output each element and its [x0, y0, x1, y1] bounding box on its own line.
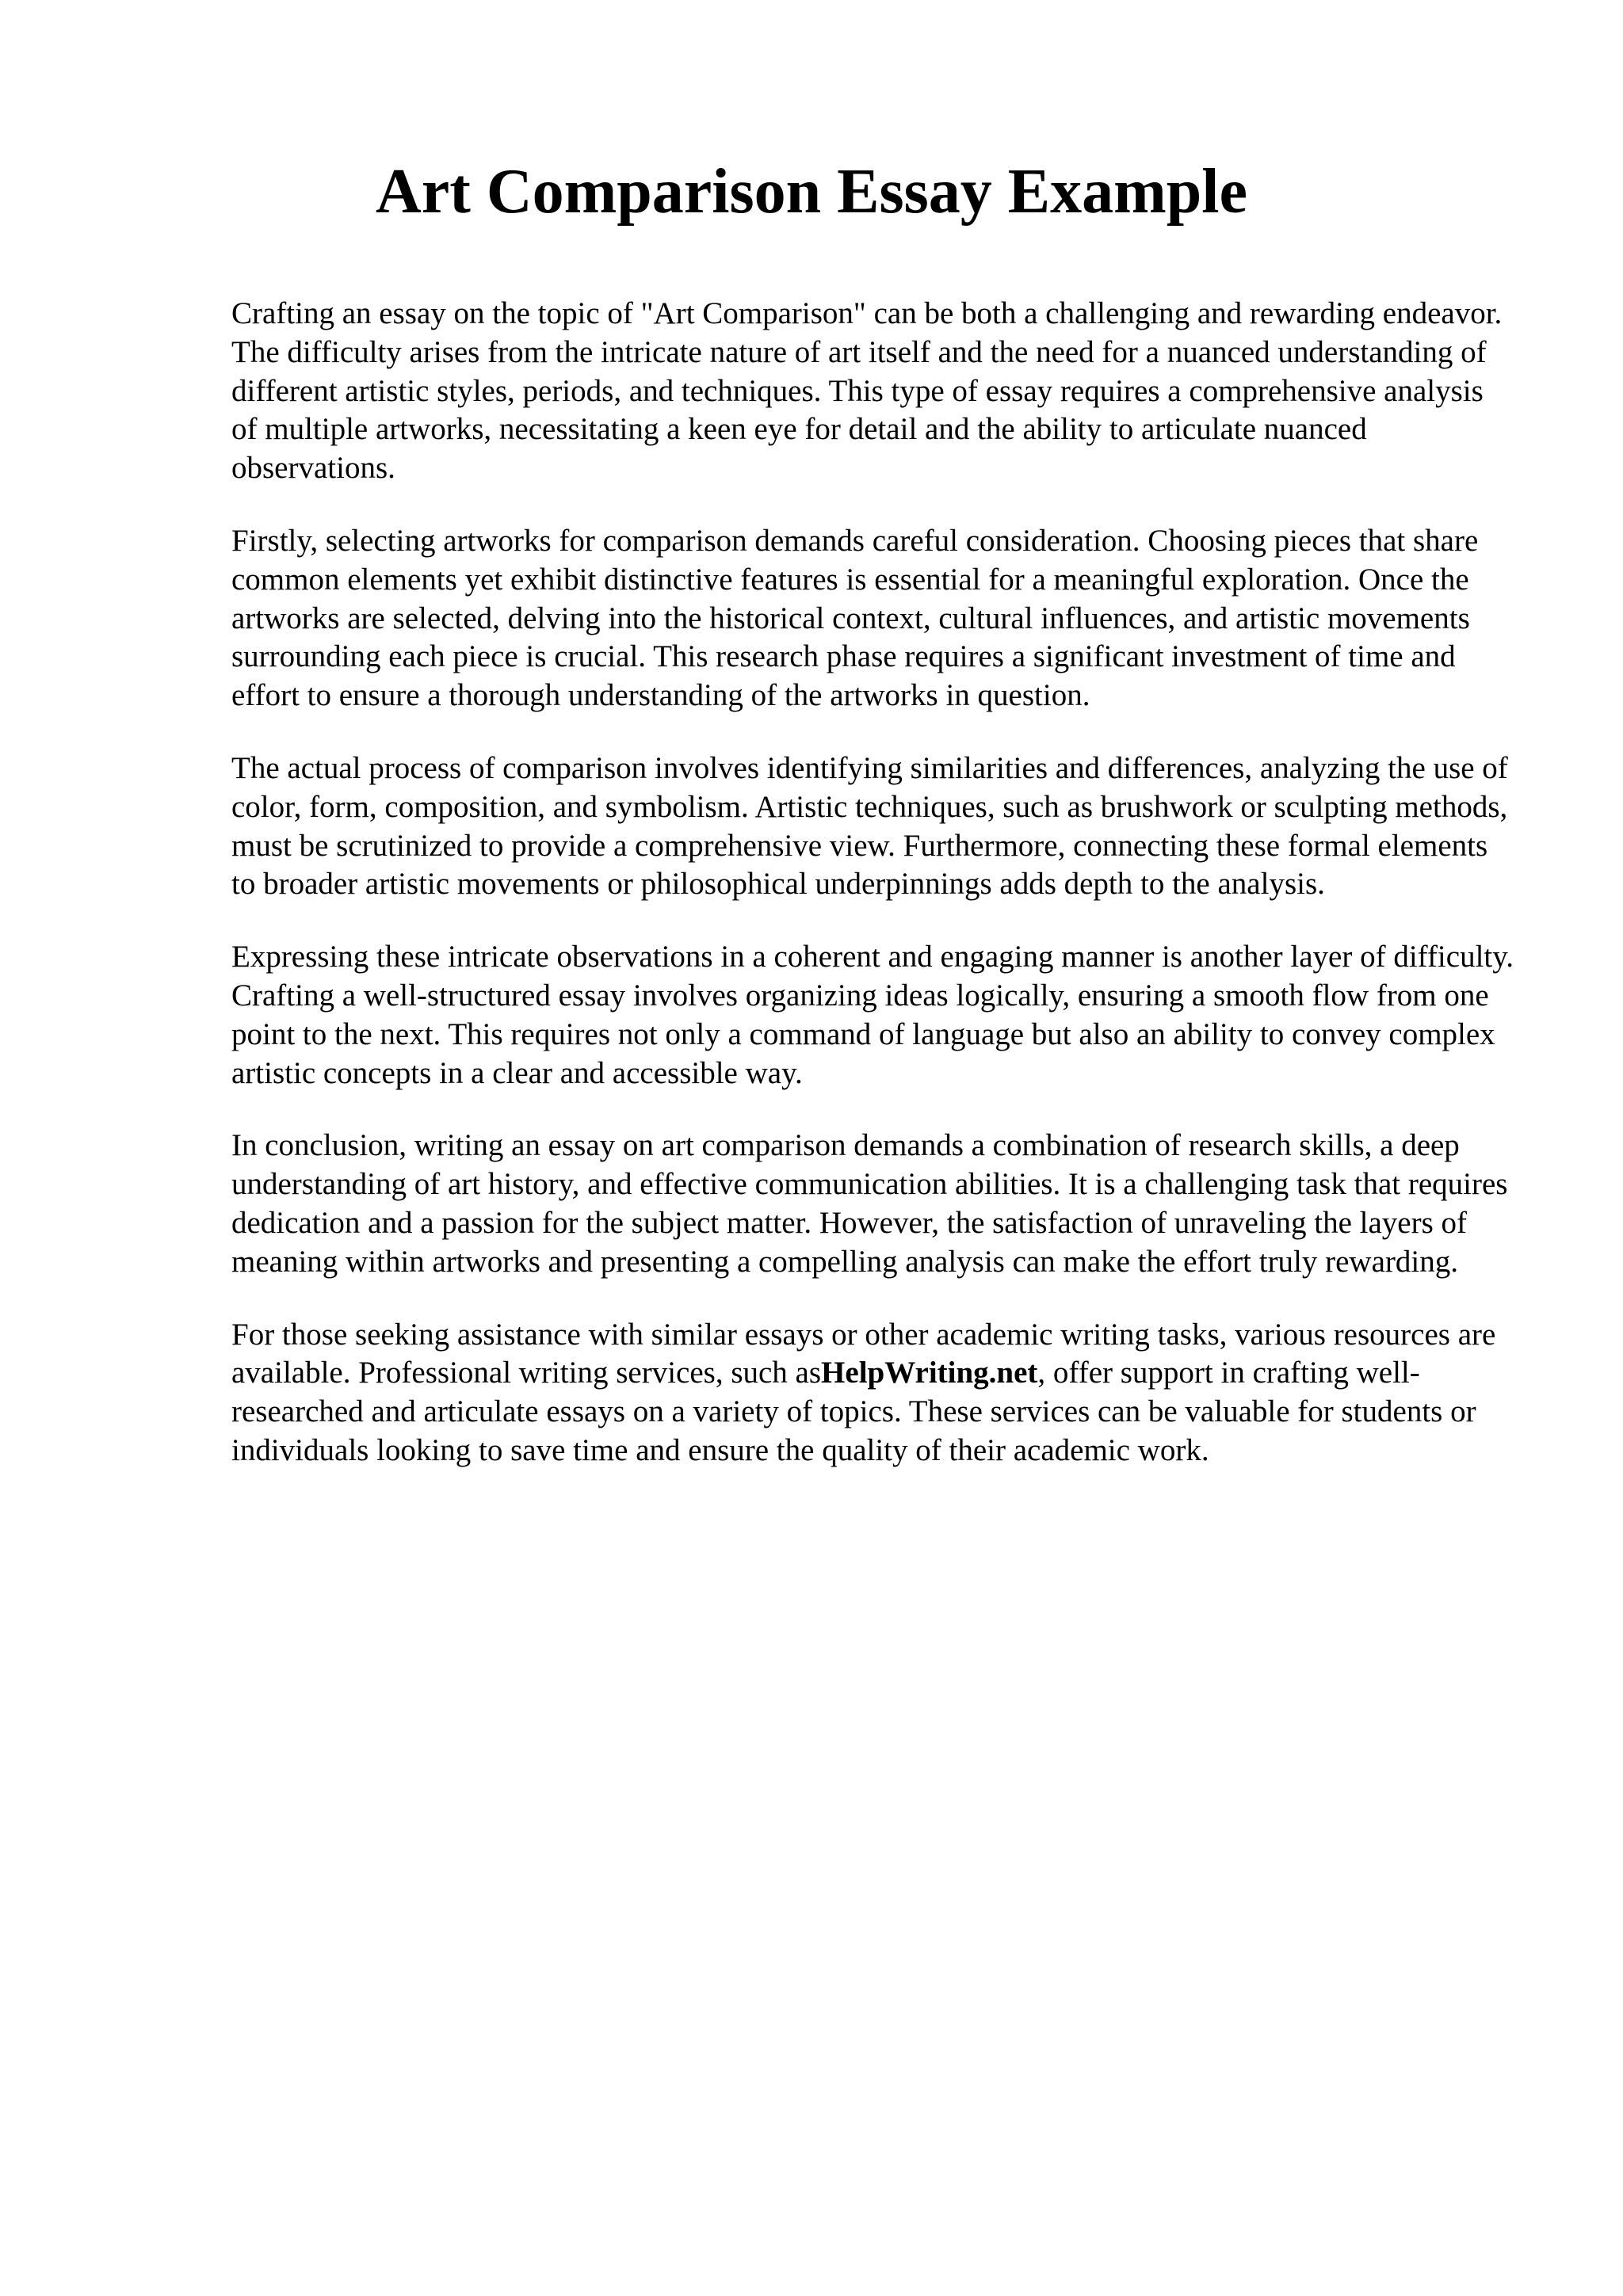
paragraph-6-before: For those seeking assistance with similar essays or other academic writing tasks, various resources are available. Professional writing services, such as — [231, 1317, 1496, 1390]
paragraph-5: In conclusion, writing an essay on art comparison demands a combination of research skills, a deep understanding of art history, and effective communication abilities. It is a challenging task that requires dedication and a passion for the subject matter. However, the satisfaction of unraveling the layers of meaning within artworks and presenting a compelling analysis can make the effort truly rewarding. — [231, 1128, 1508, 1279]
helpwriting-link[interactable]: HelpWriting.net — [821, 1356, 1038, 1390]
paragraph-6 — [231, 1316, 1515, 1470]
paragraph-6-after: , offer support in crafting well-researched and articulate essays on a variety of topics. These services can be valuable for students or individuals looking to save time and ensure the quality of their academic work. — [231, 1356, 1476, 1467]
essay-body — [231, 295, 1515, 1505]
paragraph-2: Firstly, selecting artworks for comparison demands careful consideration. Choosing pieces that share common elements yet exhibit distinctive features is essential for a meaningful exploration. Once the artworks are selected, delving into the historical context, cultural influences, and artistic movements surrounding each piece is crucial. This research phase requires a significant investment of time and effort to ensure a thorough understanding of the artworks in question. — [231, 523, 1479, 713]
paragraph-1: Crafting an essay on the topic of "Art Comparison" can be both a challenging and rewarding endeavor. The difficulty arises from the intricate nature of art itself and the need for a nuanced understanding of different artistic styles, periods, and techniques. This type of essay requires a comprehensive analysis of multiple artworks, necessitating a keen eye for detail and the ability to articulate nuanced observations. — [231, 296, 1503, 486]
paragraph-4: Expressing these intricate observations in a coherent and engaging manner is another layer of difficulty. Crafting a well-structured essay involves organizing ideas logically, ensuring a smooth flow from one point to the next. This requires not only a command of language but also an ability to convey complex artistic concepts in a clear and accessible way. — [231, 940, 1514, 1090]
page-title: Art Comparison Essay Example — [375, 157, 1248, 227]
paragraph-3: The actual process of comparison involves identifying similarities and differences, analyzing the use of color, form, composition, and symbolism. Artistic techniques, such as brushwork or sculpting methods, must be scrutinized to provide a comprehensive view. Furthermore, connecting these formal elements to broader artistic movements or philosophical underpinnings adds depth to the analysis. — [231, 750, 1508, 902]
